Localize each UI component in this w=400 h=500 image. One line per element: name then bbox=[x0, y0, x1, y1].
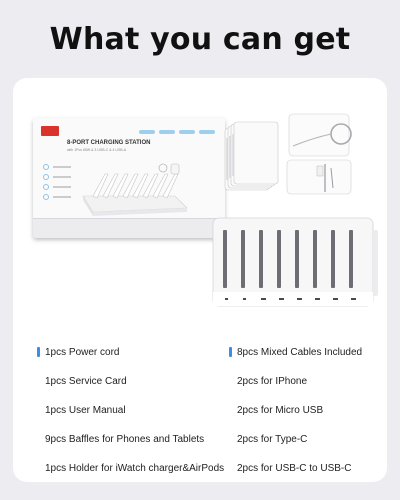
feature-line bbox=[53, 176, 71, 178]
contents-card bbox=[13, 78, 387, 482]
product-box-image bbox=[33, 118, 225, 238]
box-chip bbox=[199, 130, 215, 134]
box-chip bbox=[179, 130, 195, 134]
right-list-item: 2pcs for USB-C to USB-C bbox=[237, 463, 352, 474]
right-list-item: 2pcs for IPhone bbox=[237, 376, 308, 387]
brand-logo bbox=[41, 126, 59, 136]
feature-icon bbox=[43, 184, 49, 190]
box-chip bbox=[159, 130, 175, 134]
feature-icon bbox=[43, 174, 49, 180]
station-on-box-image bbox=[79, 158, 189, 218]
charging-station-image bbox=[211, 216, 379, 314]
left-list-item: 1pcs User Manual bbox=[45, 405, 126, 416]
box-side bbox=[33, 218, 225, 238]
feature-line bbox=[53, 196, 71, 198]
watch-holder-image bbox=[283, 108, 363, 200]
feature-icon bbox=[43, 164, 49, 170]
box-heading: 8-PORT CHARGING STATION bbox=[67, 140, 151, 146]
feature-line bbox=[53, 186, 71, 188]
feature-line bbox=[53, 166, 71, 168]
left-list-item: 1pcs Holder for iWatch charger&AirPods bbox=[45, 463, 225, 474]
box-subheading: with 1Pcs 65W & 3 USB-C & 4 USB-A bbox=[67, 148, 127, 152]
feature-icon bbox=[43, 194, 49, 200]
list-marker bbox=[37, 347, 40, 357]
left-list-item: 1pcs Power cord bbox=[45, 347, 120, 358]
baffles-image bbox=[223, 108, 283, 198]
box-chip bbox=[139, 130, 155, 134]
page-title: What you can get bbox=[49, 22, 351, 57]
right-list-item: 2pcs for Micro USB bbox=[237, 405, 324, 416]
right-list-item: 2pcs for Type-C bbox=[237, 434, 308, 445]
right-list-item: 8pcs Mixed Cables Included bbox=[237, 347, 363, 358]
list-marker bbox=[229, 347, 232, 357]
left-list-item: 9pcs Baffles for Phones and Tablets bbox=[45, 434, 205, 445]
left-list-item: 1pcs Service Card bbox=[45, 376, 127, 387]
